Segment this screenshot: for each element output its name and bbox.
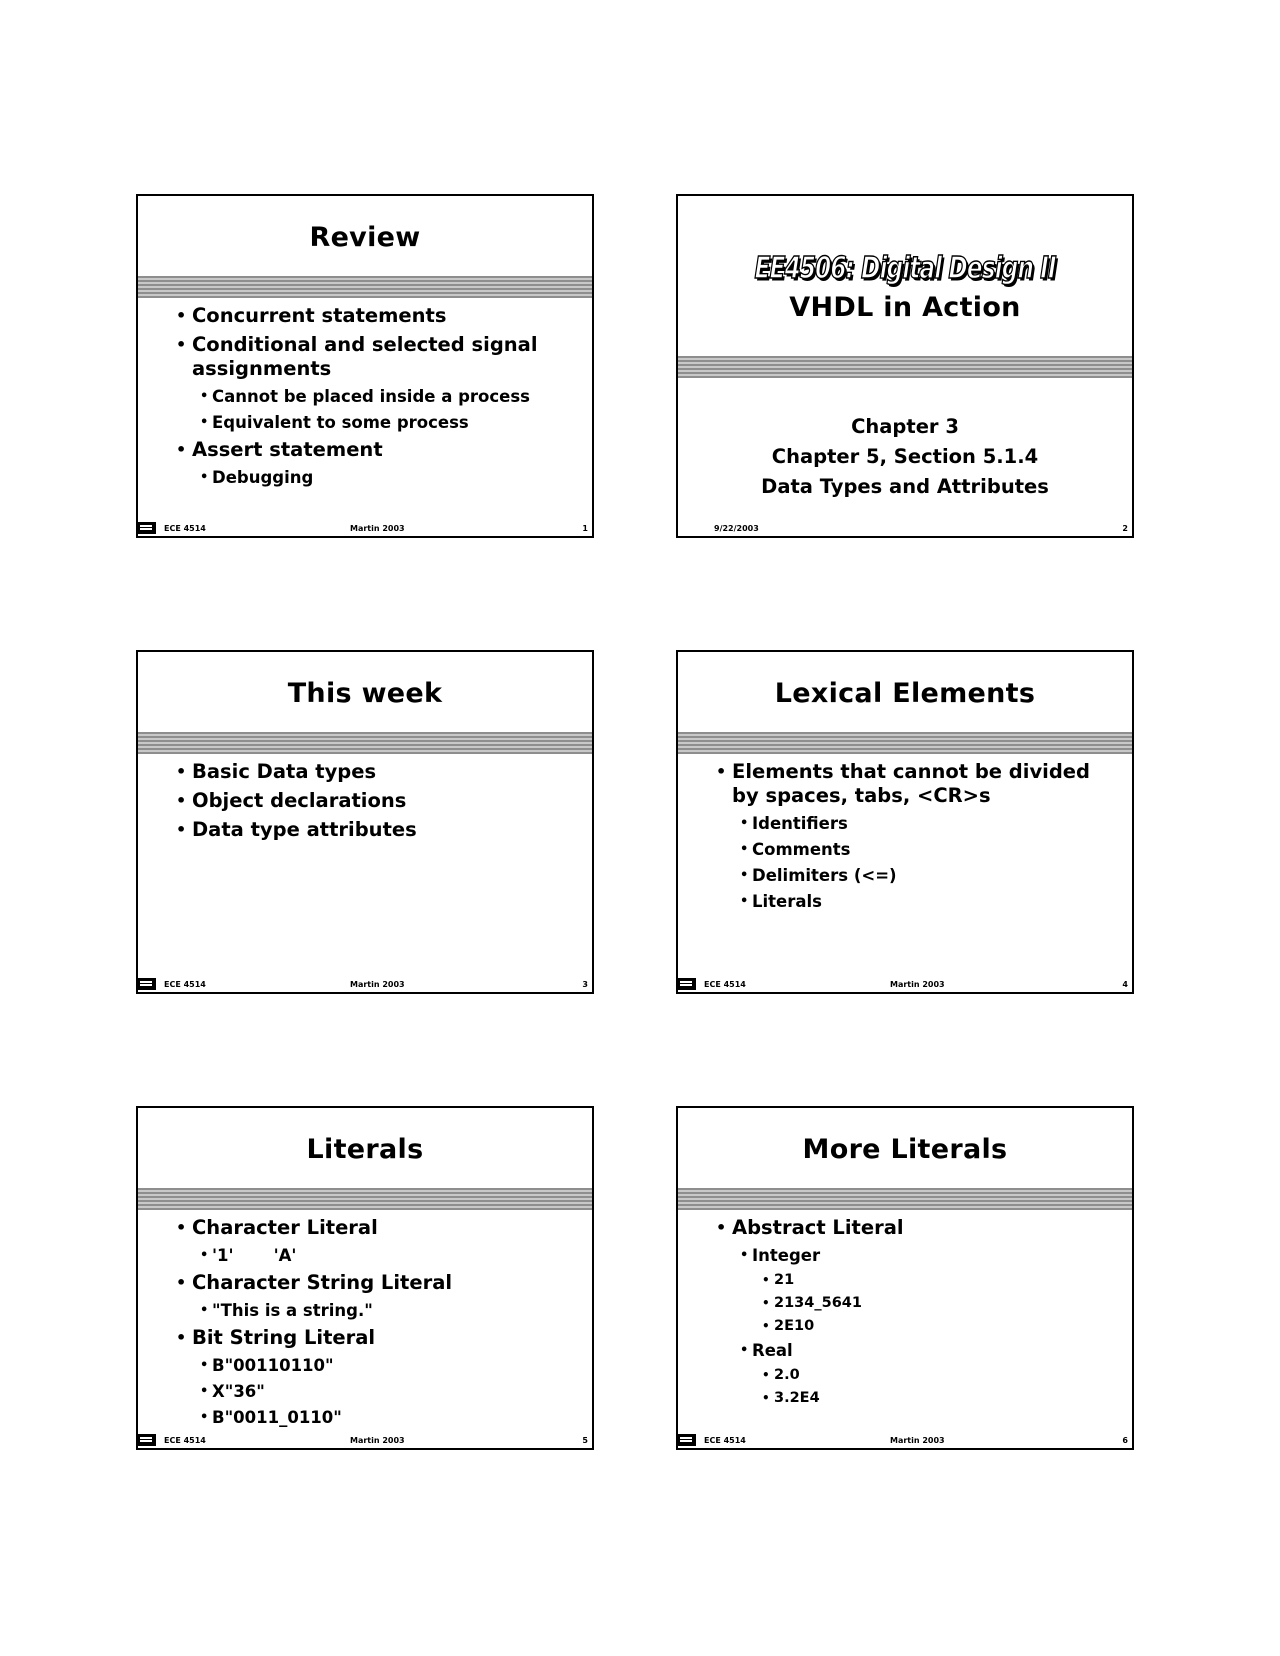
title-divider-band xyxy=(138,276,592,298)
footer-course: ECE 4514 xyxy=(704,1436,746,1445)
bullet: • Abstract Literal xyxy=(716,1216,1122,1240)
slide-footer xyxy=(138,520,592,534)
sub-bullet: • Integer xyxy=(716,1245,1122,1266)
bullet: • Basic Data types xyxy=(176,760,582,784)
sub-bullet: • Comments xyxy=(716,839,1122,860)
slide-title: More Literals xyxy=(802,1134,1008,1165)
slide-more-literals xyxy=(676,1106,1134,1450)
slide-content xyxy=(176,304,582,493)
bullet: • Data type attributes xyxy=(176,818,582,842)
university-logo-icon xyxy=(678,1434,696,1446)
slide-number: 1 xyxy=(582,524,588,533)
footer-course: ECE 4514 xyxy=(704,980,746,989)
slide-number: 2 xyxy=(1122,524,1128,533)
chapter-line: Chapter 3 xyxy=(851,415,959,438)
sub-sub-bullet: • 3.2E4 xyxy=(716,1389,1122,1408)
title-divider-band xyxy=(678,1188,1132,1210)
sub-sub-bullet: • 2134_5641 xyxy=(716,1294,1122,1313)
slide-content xyxy=(716,1216,1122,1412)
sub-bullet: • B"00110110" xyxy=(176,1355,582,1376)
slide-footer xyxy=(138,1432,592,1446)
sub-bullet: • B"0011_0110" xyxy=(176,1407,582,1428)
bullet: • Concurrent statements xyxy=(176,304,582,328)
slide-review xyxy=(136,194,594,538)
sub-sub-bullet: • 21 xyxy=(716,1271,1122,1290)
slide-footer xyxy=(138,976,592,990)
slide-footer xyxy=(678,976,1132,990)
slide-title: Literals xyxy=(306,1134,424,1165)
slide-content xyxy=(176,760,582,847)
sub-bullet: • Cannot be placed inside a process xyxy=(176,386,582,407)
bullet: • Assert statement xyxy=(176,438,582,462)
title-divider-band xyxy=(678,356,1132,378)
char-example-1: '1' xyxy=(212,1246,234,1265)
university-logo-icon xyxy=(138,978,156,990)
chapter-info xyxy=(678,412,1132,502)
slide-title-page xyxy=(676,194,1134,538)
sub-bullet: • Identifiers xyxy=(716,813,1122,834)
slide-content xyxy=(176,1216,582,1433)
sub-bullet: • Delimiters (<=) xyxy=(716,865,1122,886)
slide-lexical-elements xyxy=(676,650,1134,994)
title-divider-band xyxy=(138,1188,592,1210)
footer-author: Martin 2003 xyxy=(350,980,405,989)
sub-bullet: • Real xyxy=(716,1340,1122,1361)
slide-title: Review xyxy=(309,222,421,253)
slide-number: 4 xyxy=(1122,980,1128,989)
title-divider-band xyxy=(678,732,1132,754)
char-example-2: 'A' xyxy=(273,1246,297,1265)
sub-sub-bullet: • 2E10 xyxy=(716,1317,1122,1336)
bullet: • Conditional and selected signal assignments xyxy=(176,333,582,381)
footer-date: 9/22/2003 xyxy=(714,524,759,533)
footer-author: Martin 2003 xyxy=(890,1436,945,1445)
sub-bullet: • Equivalent to some process xyxy=(176,412,582,433)
chapter-line: Data Types and Attributes xyxy=(761,475,1049,498)
sub-bullet: • X"36" xyxy=(176,1381,582,1402)
sub-sub-bullet: • 2.0 xyxy=(716,1366,1122,1385)
bullet: • Elements that cannot be divided by spaces, tabs, <CR>s xyxy=(716,760,1122,808)
footer-course: ECE 4514 xyxy=(164,524,206,533)
slide-footer xyxy=(678,520,1132,534)
title-divider-band xyxy=(138,732,592,754)
footer-author: Martin 2003 xyxy=(350,1436,405,1445)
university-logo-icon xyxy=(678,978,696,990)
slide-footer xyxy=(678,1432,1132,1446)
course-wordart-logo: EE4506: Digital Design II xyxy=(754,251,1056,287)
slide-this-week xyxy=(136,650,594,994)
slide-title: VHDL in Action xyxy=(789,292,1021,323)
slide-literals xyxy=(136,1106,594,1450)
slide-number: 6 xyxy=(1122,1436,1128,1445)
bullet: • Bit String Literal xyxy=(176,1326,582,1350)
footer-course: ECE 4514 xyxy=(164,980,206,989)
sub-bullet xyxy=(176,1245,582,1266)
sub-bullet: • "This is a string." xyxy=(176,1300,582,1321)
footer-author: Martin 2003 xyxy=(350,524,405,533)
university-logo-icon xyxy=(138,522,156,534)
university-logo-icon xyxy=(138,1434,156,1446)
slide-title: This week xyxy=(287,678,443,709)
bullet: • Object declarations xyxy=(176,789,582,813)
slide-number: 3 xyxy=(582,980,588,989)
chapter-line: Chapter 5, Section 5.1.4 xyxy=(771,445,1039,468)
bullet: • Character String Literal xyxy=(176,1271,582,1295)
slide-title: Lexical Elements xyxy=(774,678,1036,709)
footer-author: Martin 2003 xyxy=(890,980,945,989)
sub-bullet: • Literals xyxy=(716,891,1122,912)
sub-bullet: • Debugging xyxy=(176,467,582,488)
bullet: • Character Literal xyxy=(176,1216,582,1240)
footer-course: ECE 4514 xyxy=(164,1436,206,1445)
slide-number: 5 xyxy=(582,1436,588,1445)
slide-content xyxy=(716,760,1122,917)
